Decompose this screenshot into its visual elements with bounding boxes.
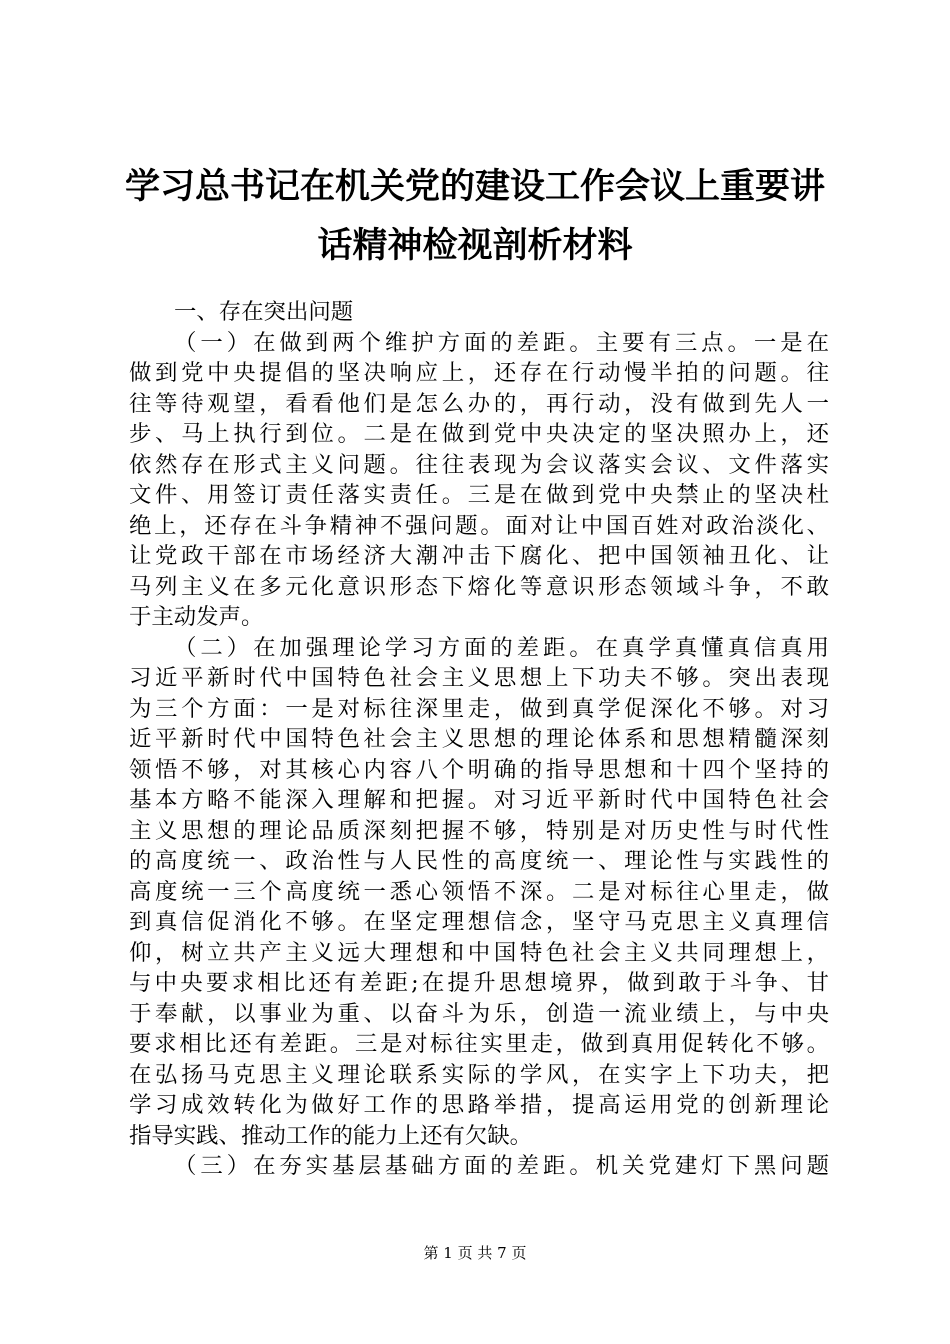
paragraph-line: （一）在做到两个维护方面的差距。主要有三点。一是在	[174, 329, 829, 356]
paragraph-line: 依然存在形式主义问题。往往表现为会议落实会议、文件落实	[129, 451, 829, 478]
paragraph-line: 到真信促消化不够。在坚定理想信念，坚守马克思主义真理信	[129, 909, 829, 935]
paragraph-line: 文件、用签订责任落实责任。三是在做到党中央禁止的坚决杜	[129, 482, 829, 508]
document-body	[129, 297, 829, 1182]
paragraph-line: 主义思想的理论品质深刻把握不够，特别是对历史性与时代性	[129, 817, 829, 844]
paragraph-line: 学习成效转化为做好工作的思路举措，提高运用党的创新理论	[129, 1092, 829, 1118]
paragraph-line: 高度统一三个高度统一悉心领悟不深。二是对标往心里走，做	[129, 878, 829, 905]
paragraph-line: 指导实践、推动工作的能力上还有欠缺。	[129, 1122, 533, 1149]
paragraph-line: 马列主义在多元化意识形态下熔化等意识形态领域斗争，不敢	[129, 573, 829, 600]
paragraph-line: 往等待观望，看看他们是怎么办的，再行动，没有做到先人一	[129, 390, 829, 417]
paragraph-line: （二）在加强理论学习方面的差距。在真学真懂真信真用	[174, 634, 829, 661]
paragraph-line: 绝上，还存在斗争精神不强问题。面对让中国百姓对政治淡化、	[129, 512, 829, 539]
paragraph-line: 于主动发声。	[129, 604, 264, 630]
paragraph-line: 习近平新时代中国特色社会主义思想上下功夫不够。突出表现	[129, 665, 829, 691]
paragraph-line: 与中央要求相比还有差距;在提升思想境界，做到敢于斗争、甘	[129, 970, 829, 996]
paragraph-line: 为三个方面：一是对标往深里走，做到真学促深化不够。对习	[129, 695, 829, 722]
paragraph-line: 步、马上执行到位。二是在做到党中央决定的坚决照办上，还	[129, 421, 829, 447]
paragraph-line: 于奉献，以事业为重、以奋斗为乐，创造一流业绩上，与中央	[129, 1000, 829, 1027]
page-footer: 第 1 页 共 7 页	[423, 1244, 527, 1262]
paragraph-line: 让党政干部在市场经济大潮冲击下腐化、把中国领袖丑化、让	[129, 543, 829, 569]
document-title	[0, 158, 950, 276]
paragraph-line: 的高度统一、政治性与人民性的高度统一、理论性与实践性的	[129, 848, 829, 874]
paragraph-line: 近平新时代中国特色社会主义思想的理论体系和思想精髓深刻	[129, 726, 829, 752]
paragraph-line: 基本方略不能深入理解和把握。对习近平新时代中国特色社会	[129, 787, 829, 813]
paragraph-line: 仰，树立共产主义远大理想和中国特色社会主义共同理想上，	[129, 939, 829, 966]
title-line-2: 话精神检视剖析材料	[317, 226, 633, 266]
paragraph-line: 要求相比还有差距。三是对标往实里走，做到真用促转化不够。	[129, 1031, 829, 1057]
paragraph-line: 做到党中央提倡的坚决响应上，还存在行动慢半拍的问题。往	[129, 360, 829, 386]
paragraph-line: （三）在夯实基层基础方面的差距。机关党建灯下黑问题	[174, 1153, 829, 1179]
paragraph-line: 领悟不够，对其核心内容八个明确的指导思想和十四个坚持的	[129, 756, 829, 783]
paragraph-line: 在弘扬马克思主义理论联系实际的学风，在实字上下功夫，把	[129, 1061, 829, 1088]
section-heading: 一、存在突出问题	[174, 299, 354, 325]
title-line-1: 学习总书记在机关党的建设工作会议上重要讲	[124, 167, 825, 207]
